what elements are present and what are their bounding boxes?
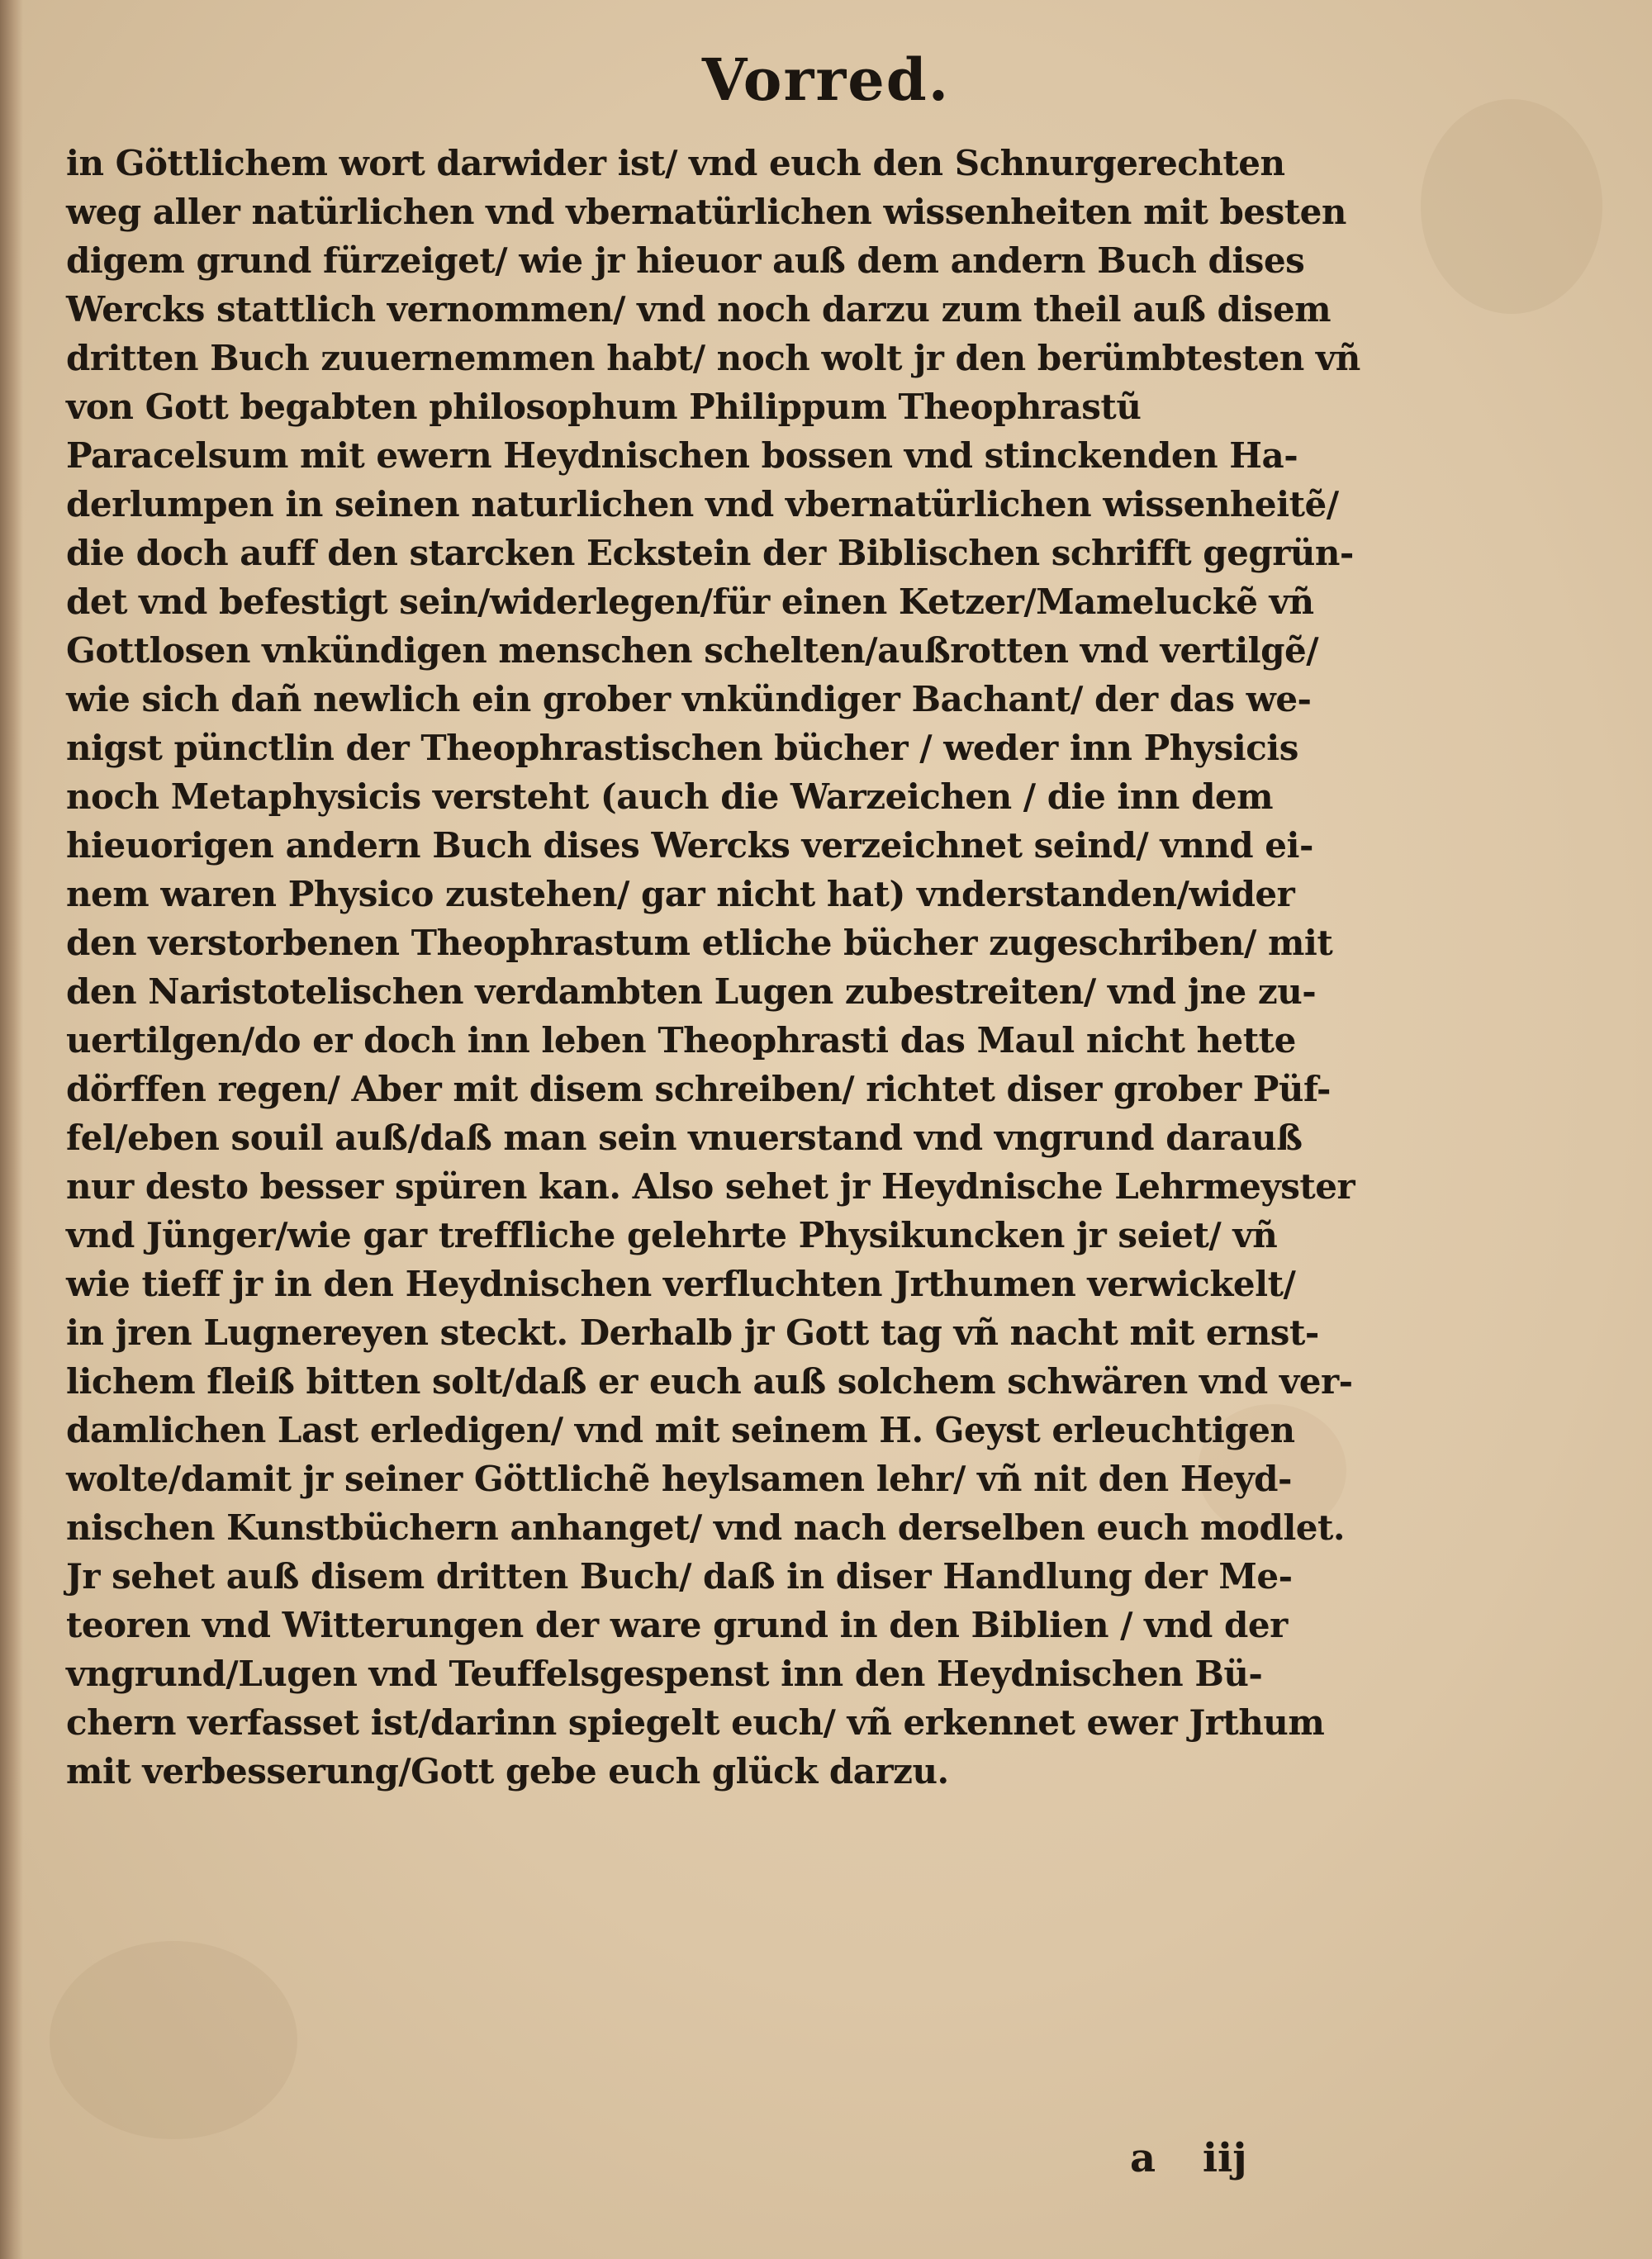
text-line: nigst pünctlin der Theophrastischen bücher / weder inn Physicis (66, 728, 1298, 768)
signature-mark: a iij (1130, 2135, 1247, 2181)
text-line: hieuorigen andern Buch dises Wercks verzeichnet seind/ vnnd ei- (66, 825, 1313, 866)
text-line: wie sich dañ newlich ein grober vnkündiger Bachant/ der das we- (66, 679, 1312, 719)
text-line: von Gott begabten philosophum Philippum Theophrastũ (66, 387, 1142, 427)
text-line: in Göttlichem wort darwider ist/ vnd euch den Schnurgerechten (66, 143, 1285, 183)
text-line: nem waren Physico zustehen/ gar nicht hat) vnderstanden/wider (66, 874, 1295, 914)
text-line: in jren Lugnereyen steckt. Derhalb jr Gott tag vñ nacht mit ernst- (66, 1312, 1319, 1353)
binding-edge (0, 0, 23, 2259)
text-line: weg aller natürlichen vnd vbernatürlichen wissenheiten mit besten (66, 192, 1346, 232)
text-line: Paracelsum mit ewern Heydnischen bossen vnd stinckenden Ha- (66, 435, 1298, 476)
text-line: wie tieff jr in den Heydnischen verfluchten Jrthumen verwickelt/ (66, 1264, 1296, 1304)
text-line: fel/eben souil auß/daß man sein vnuerstand vnd vngrund darauß (66, 1118, 1303, 1158)
text-line: damlichen Last erledigen/ vnd mit seinem H. Geyst erleuchtigen (66, 1410, 1295, 1450)
text-line: teoren vnd Witterungen der ware grund in den Biblien / vnd der (66, 1605, 1288, 1645)
text-line: lichem fleiß bitten solt/daß er euch auß solchem schwären vnd ver- (66, 1361, 1353, 1402)
text-line: vnd Jünger/wie gar treffliche gelehrte Physikuncken jr seiet/ vñ (66, 1215, 1278, 1255)
text-line: dörffen regen/ Aber mit disem schreiben/ richtet diser grober Püf- (66, 1069, 1331, 1109)
text-line: digem grund fürzeiget/ wie jr hieuor auß dem andern Buch dises (66, 240, 1305, 281)
body-text (66, 139, 1371, 1796)
paper-stain (1421, 99, 1602, 314)
text-line: Wercks stattlich vernommen/ vnd noch darzu zum theil auß disem (66, 289, 1332, 330)
text-line: derlumpen in seinen naturlichen vnd vbernatürlichen wissenheitẽ/ (66, 484, 1339, 524)
text-line: die doch auff den starcken Eckstein der Biblischen schrifft gegrün- (66, 533, 1354, 573)
text-line: vngrund/Lugen vnd Teuffelsgespenst inn den Heydnischen Bü- (66, 1654, 1263, 1694)
text-line: det vnd befestigt sein/widerlegen/für einen Ketzer/Mameluckẽ vñ (66, 581, 1314, 622)
page-heading: Vorred. (701, 45, 951, 114)
text-line: wolte/damit jr seiner Göttlichẽ heylsamen lehr/ vñ nit den Heyd- (66, 1459, 1292, 1499)
text-line: noch Metaphysicis versteht (auch die Warzeichen / die inn dem (66, 776, 1274, 817)
text-line: den verstorbenen Theophrastum etliche bücher zugeschriben/ mit (66, 923, 1333, 963)
text-line: mit verbesserung/Gott gebe euch glück darzu. (66, 1751, 949, 1792)
text-line: nischen Kunstbüchern anhanget/ vnd nach derselben euch modlet. (66, 1507, 1346, 1548)
text-line: uertilgen/do er doch inn leben Theophrasti das Maul nicht hette (66, 1020, 1296, 1061)
text-line: den Naristotelischen verdambten Lugen zubestreiten/ vnd jne zu- (66, 971, 1317, 1012)
text-line: Jr sehet auß disem dritten Buch/ daß in diser Handlung der Me- (66, 1556, 1293, 1597)
paper-stain (50, 1941, 297, 2139)
text-line: nur desto besser spüren kan. Also sehet jr Heydnische Lehrmeyster (66, 1166, 1355, 1207)
text-line: chern verfasset ist/darinn spiegelt euch/ vñ erkennet ewer Jrthum (66, 1702, 1325, 1743)
text-line: dritten Buch zuuernemmen habt/ noch wolt jr den berümbtesten vñ (66, 338, 1360, 378)
text-line: Gottlosen vnkündigen menschen schelten/außrotten vnd vertilgẽ/ (66, 630, 1319, 671)
